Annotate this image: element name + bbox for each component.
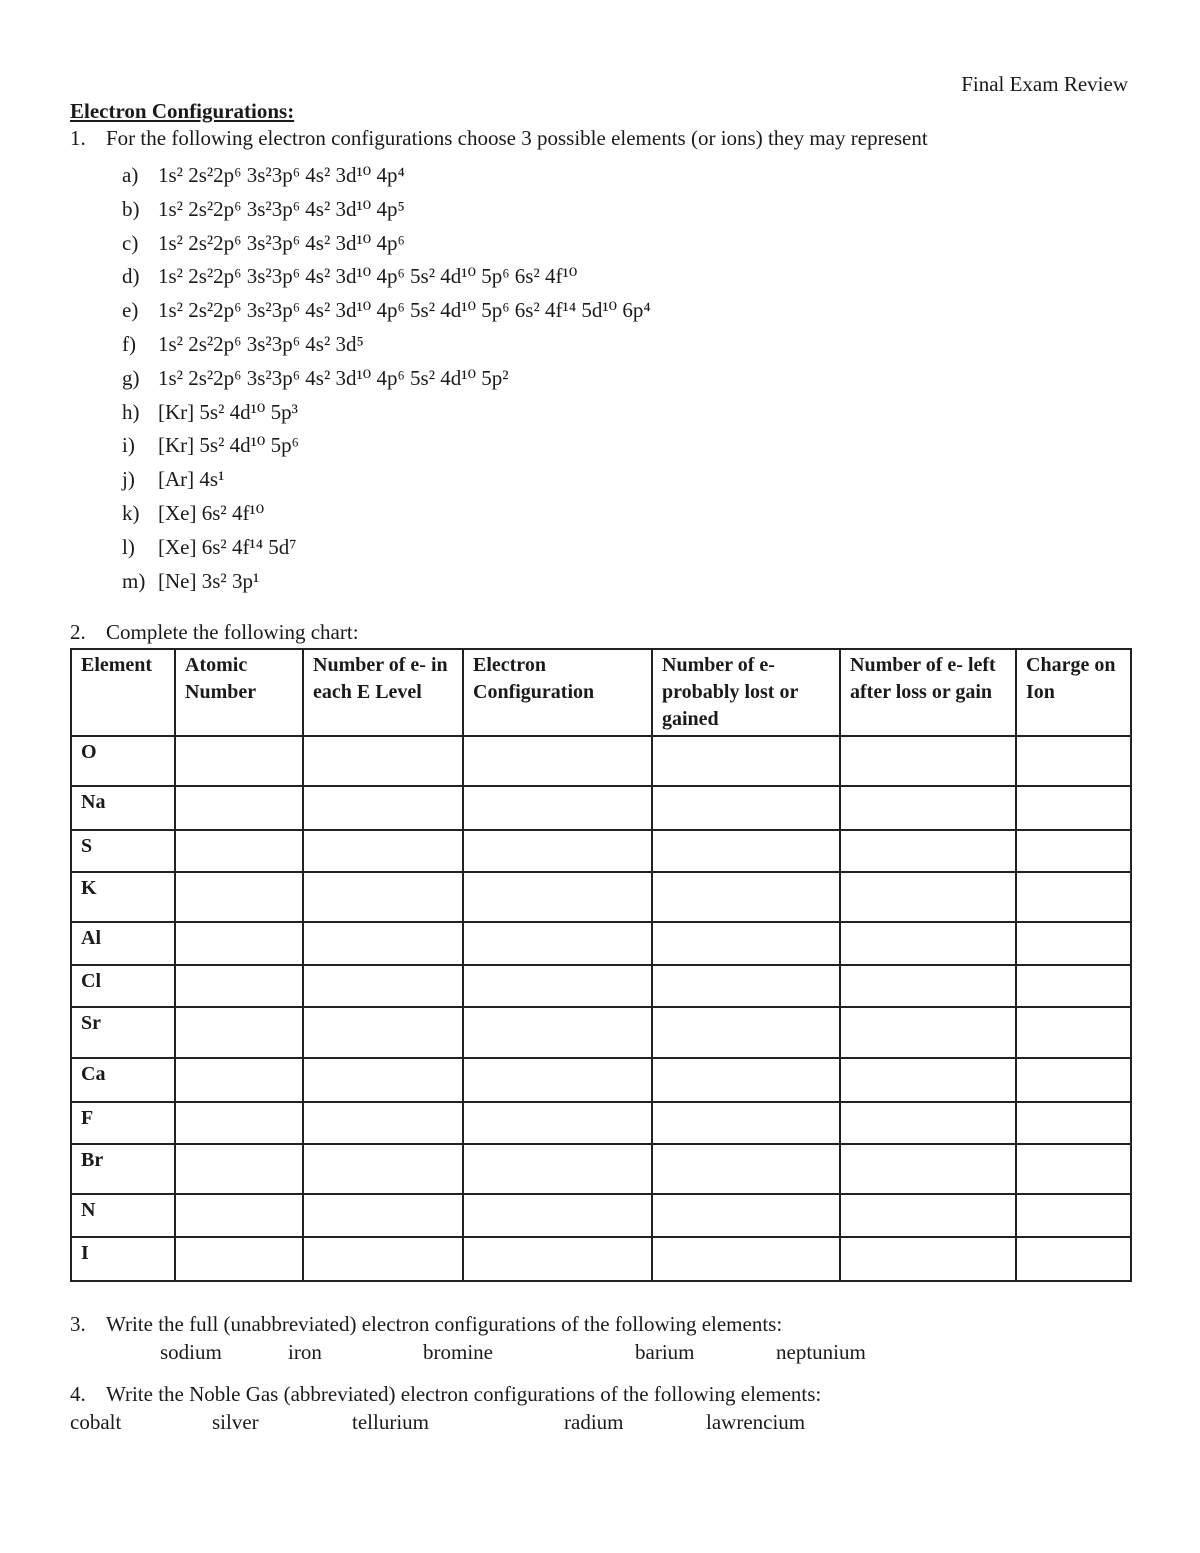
configuration-item [122,566,651,600]
answer-cell[interactable] [652,830,840,872]
answer-cell[interactable] [652,922,840,965]
element-symbol: K [71,872,175,922]
element-name: tellurium [352,1410,429,1434]
table-row [71,1102,1131,1144]
configuration-item [122,194,651,228]
element-symbol: Cl [71,965,175,1007]
item-label: f) [122,331,136,356]
answer-cell[interactable] [463,1194,652,1237]
table-row [71,736,1131,786]
column-header: Number of e- probably lost or gained [652,649,840,736]
answer-cell[interactable] [840,786,1016,830]
question-number: 4. [70,1382,86,1406]
item-label: k) [122,500,140,525]
electron-configuration: 1s² 2s²2p⁶ 3s²3p⁶ 4s² 3d¹⁰ 4p⁶ 5s² 4d¹⁰ 5p⁶ 6s² 4f¹⁴ 5d¹⁰ 6p⁴ [158,298,651,323]
column-header: Number of e- in each E Level [303,649,463,736]
element-name: radium [564,1410,624,1434]
answer-cell[interactable] [303,965,463,1007]
answer-cell[interactable] [652,786,840,830]
answer-cell[interactable] [175,872,303,922]
answer-cell[interactable] [463,1102,652,1144]
column-header: Electron Configuration [463,649,652,736]
answer-cell[interactable] [1016,830,1131,872]
element-symbol: S [71,830,175,872]
electron-configuration: [Xe] 6s² 4f¹⁰ [158,500,265,525]
answer-cell[interactable] [303,1144,463,1194]
item-label: c) [122,230,139,255]
element-chart [70,648,1132,1282]
answer-cell[interactable] [840,1237,1016,1281]
answer-cell[interactable] [463,736,652,786]
element-list [0,1340,1200,1370]
answer-cell[interactable] [652,872,840,922]
answer-cell[interactable] [463,965,652,1007]
answer-cell[interactable] [840,1102,1016,1144]
item-label: i) [122,433,135,458]
element-name: neptunium [776,1340,866,1364]
column-header: Charge on Ion [1016,649,1131,736]
question-number: 1. [70,126,86,150]
electron-configuration: [Ne] 3s² 3p¹ [158,568,260,593]
answer-cell[interactable] [652,1237,840,1281]
item-label: b) [122,196,140,221]
answer-cell[interactable] [175,830,303,872]
element-name: bromine [423,1340,493,1364]
page-header: Final Exam Review [961,72,1128,96]
configuration-list [122,160,651,599]
configuration-item [122,532,651,566]
answer-cell[interactable] [175,1007,303,1058]
answer-cell[interactable] [840,965,1016,1007]
answer-cell[interactable] [303,872,463,922]
element-symbol: Na [71,786,175,830]
answer-cell[interactable] [1016,736,1131,786]
answer-cell[interactable] [1016,1194,1131,1237]
answer-cell[interactable] [463,830,652,872]
answer-cell[interactable] [840,1194,1016,1237]
answer-cell[interactable] [303,1007,463,1058]
electron-configuration: [Ar] 4s¹ [158,467,225,492]
element-name: iron [288,1340,322,1364]
answer-cell[interactable] [652,736,840,786]
answer-cell[interactable] [840,830,1016,872]
answer-cell[interactable] [1016,922,1131,965]
answer-cell[interactable] [1016,965,1131,1007]
question-number: 3. [70,1312,86,1336]
answer-cell[interactable] [463,872,652,922]
answer-cell[interactable] [175,1058,303,1102]
element-list [0,1410,1200,1440]
answer-cell[interactable] [1016,872,1131,922]
electron-configuration: 1s² 2s²2p⁶ 3s²3p⁶ 4s² 3d¹⁰ 4p⁴ [158,163,405,187]
answer-cell[interactable] [652,1194,840,1237]
configuration-item [122,329,651,363]
chart-body [71,736,1131,1281]
answer-cell[interactable] [175,1102,303,1144]
answer-cell[interactable] [652,1144,840,1194]
electron-configuration: [Kr] 5s² 4d¹⁰ 5p³ [158,399,298,424]
answer-cell[interactable] [840,1058,1016,1102]
chart-header-row [71,649,1131,736]
answer-cell[interactable] [840,922,1016,965]
question-prompt: Write the Noble Gas (abbreviated) electron configurations of the following elements: [106,1382,822,1406]
answer-cell[interactable] [463,786,652,830]
electron-configuration: [Kr] 5s² 4d¹⁰ 5p⁶ [158,433,299,458]
table-row [71,830,1131,872]
table-row [71,965,1131,1007]
answer-cell[interactable] [175,965,303,1007]
answer-cell[interactable] [175,922,303,965]
configuration-item [122,430,651,464]
element-symbol: Br [71,1144,175,1194]
answer-cell[interactable] [1016,1102,1131,1144]
answer-cell[interactable] [303,1237,463,1281]
answer-cell[interactable] [1016,1058,1131,1102]
answer-cell[interactable] [463,1007,652,1058]
item-label: d) [122,264,140,289]
answer-cell[interactable] [652,1058,840,1102]
element-name: cobalt [70,1410,122,1434]
answer-cell[interactable] [652,1007,840,1058]
element-name: barium [635,1340,695,1364]
answer-cell[interactable] [1016,1007,1131,1058]
element-name: lawrencium [706,1410,806,1434]
question-number: 2. [70,620,86,644]
answer-cell[interactable] [1016,1144,1131,1194]
element-symbol: Ca [71,1058,175,1102]
electron-configuration: 1s² 2s²2p⁶ 3s²3p⁶ 4s² 3d¹⁰ 4p⁶ 5s² 4d¹⁰ 5p⁶ 6s² 4f¹⁰ [158,264,578,289]
element-symbol: N [71,1194,175,1237]
configuration-item [122,363,651,397]
table-row [71,1144,1131,1194]
configuration-item [122,498,651,532]
answer-cell[interactable] [840,736,1016,786]
item-label: l) [122,534,135,559]
element-symbol: F [71,1102,175,1144]
answer-cell[interactable] [652,965,840,1007]
answer-cell[interactable] [303,736,463,786]
item-label: g) [122,365,140,390]
answer-cell[interactable] [175,786,303,830]
item-label: j) [122,467,135,492]
question-3 [70,1312,782,1337]
element-name: silver [212,1410,259,1434]
table-row [71,922,1131,965]
column-header: Atomic Number [175,649,303,736]
electron-configuration: 1s² 2s²2p⁶ 3s²3p⁶ 4s² 3d¹⁰ 4p⁶ 5s² 4d¹⁰ 5p² [158,365,509,390]
electron-configuration: 1s² 2s²2p⁶ 3s²3p⁶ 4s² 3d¹⁰ 4p⁵ [158,196,405,221]
element-symbol: O [71,736,175,786]
answer-cell[interactable] [840,872,1016,922]
question-prompt: Complete the following chart: [106,620,359,644]
answer-cell[interactable] [463,1058,652,1102]
element-symbol: Sr [71,1007,175,1058]
table-row [71,1007,1131,1058]
question-4 [70,1382,821,1407]
table-row [71,1194,1131,1237]
answer-cell[interactable] [175,1194,303,1237]
table-row [71,786,1131,830]
element-symbol: I [71,1237,175,1281]
answer-cell[interactable] [303,922,463,965]
configuration-item [122,228,651,262]
answer-cell[interactable] [175,1237,303,1281]
item-label: a) [122,163,139,187]
table-row [71,872,1131,922]
question-prompt: For the following electron configurations choose 3 possible elements (or ions) they may represent [106,126,928,150]
item-label: h) [122,399,140,424]
column-header: Element [71,649,175,736]
configuration-item [122,160,651,194]
answer-cell[interactable] [463,1237,652,1281]
answer-cell[interactable] [652,1102,840,1144]
answer-cell[interactable] [175,1144,303,1194]
electron-configuration: 1s² 2s²2p⁶ 3s²3p⁶ 4s² 3d⁵ [158,331,364,356]
electron-configuration: 1s² 2s²2p⁶ 3s²3p⁶ 4s² 3d¹⁰ 4p⁶ [158,230,405,255]
question-prompt: Write the full (unabbreviated) electron configurations of the following elements: [106,1312,783,1336]
table-row [71,1058,1131,1102]
answer-cell[interactable] [175,736,303,786]
answer-cell[interactable] [303,1194,463,1237]
question-2 [70,620,359,645]
answer-cell[interactable] [303,830,463,872]
question-1 [70,126,928,151]
item-label: m) [122,568,146,593]
element-name: sodium [160,1340,222,1364]
column-header: Number of e- left after loss or gain [840,649,1016,736]
answer-cell[interactable] [463,922,652,965]
configuration-item [122,464,651,498]
answer-cell[interactable] [303,1102,463,1144]
configuration-item [122,397,651,431]
answer-cell[interactable] [303,786,463,830]
answer-cell[interactable] [1016,786,1131,830]
answer-cell[interactable] [840,1007,1016,1058]
item-label: e) [122,298,139,323]
answer-cell[interactable] [463,1144,652,1194]
answer-cell[interactable] [303,1058,463,1102]
element-symbol: Al [71,922,175,965]
answer-cell[interactable] [1016,1237,1131,1281]
answer-cell[interactable] [840,1144,1016,1194]
electron-configuration: [Xe] 6s² 4f¹⁴ 5d⁷ [158,534,297,559]
configuration-item [122,295,651,329]
section-title: Electron Configurations: [70,99,295,123]
table-row [71,1237,1131,1281]
configuration-item [122,261,651,295]
